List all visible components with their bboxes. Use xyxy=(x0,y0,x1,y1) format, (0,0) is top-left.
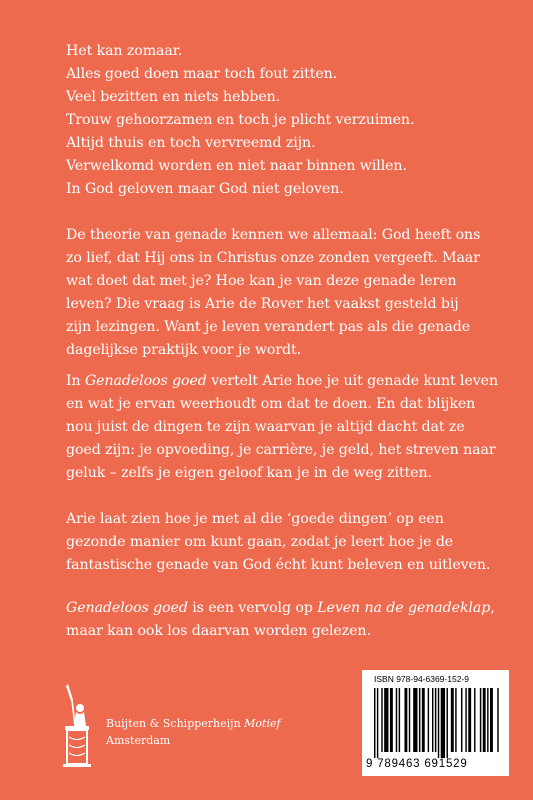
paragraph-line xyxy=(66,370,503,393)
barcode-bar xyxy=(451,688,454,752)
barcode-bar xyxy=(419,688,420,752)
barcode-bar xyxy=(480,688,481,752)
barcode-bar xyxy=(487,688,488,752)
barcode-bar xyxy=(461,688,462,752)
barcode-bar xyxy=(396,688,397,752)
publisher-block xyxy=(56,682,281,772)
paragraph-line: en wat je ervan weerhoudt om dat te doen. En dat blijken xyxy=(66,396,476,412)
paragraph-line: gezonde manier om kunt gaan, zodat je leert hoe je de xyxy=(66,534,454,550)
paragraph-line: maar kan ook los daarvan worden gelezen. xyxy=(66,623,371,639)
poem-line: Veel bezitten en niets hebben. xyxy=(66,89,281,105)
paragraph-line: dagelijkse praktijk voor je wordt. xyxy=(66,342,301,358)
paragraph-line: nou juist de dingen te zijn waarvan je altijd dacht dat ze xyxy=(66,419,465,435)
barcode-bar xyxy=(497,688,498,752)
barcode-bar xyxy=(374,688,375,758)
poem-line: In God geloven maar God niet geloven. xyxy=(66,181,344,197)
poem xyxy=(66,40,503,201)
barcode-bar xyxy=(447,688,448,758)
barcode-bar xyxy=(409,688,410,752)
barcode-bar xyxy=(428,688,429,752)
barcode-bar xyxy=(438,688,439,758)
poem-line: Het kan zomaar. xyxy=(66,43,183,59)
paragraph-line: goed zijn: je opvoeding, je carrière, je geld, het streven naar xyxy=(66,442,496,458)
barcode-bar xyxy=(377,688,378,758)
paragraph-good-things xyxy=(66,508,503,577)
paragraph-book-intro xyxy=(66,370,503,485)
barcode-bars xyxy=(366,686,505,760)
barcode-bar xyxy=(399,688,400,752)
paragraph-line: leven? Die vraag is Arie de Rover het vaakst gesteld bij xyxy=(66,296,459,312)
publisher-imprint: Motief xyxy=(244,717,281,730)
barcode-bar xyxy=(413,688,417,752)
text-run: In xyxy=(66,373,85,389)
barcode-bar xyxy=(432,688,433,752)
poem-line: Trouw gehoorzamen en toch je plicht verzuimen. xyxy=(66,112,415,128)
barcode-bar xyxy=(404,688,407,752)
book-title: Genadeloos goed xyxy=(84,373,207,389)
paragraph-line xyxy=(66,597,503,620)
paragraph-line: Arie laat zien hoe je met al die ‘goede dingen’ op een xyxy=(66,511,444,527)
paragraph-line: geluk – zelfs je eigen geloof kan je in de weg zitten. xyxy=(66,465,432,481)
paragraph-theory xyxy=(66,224,503,362)
paragraph-line: fantastische genade van God écht kunt beleven en uitleven. xyxy=(66,557,491,573)
isbn-label: ISBN 978-94-6369-152-9 xyxy=(374,674,469,684)
barcode-bar xyxy=(483,688,486,752)
paragraph-line: De theorie van genade kennen we allemaal: God heeft ons xyxy=(66,227,481,243)
paragraph-line: wat doet dat met je? Hoe kan je van deze genade leren xyxy=(66,273,457,289)
isbn-barcode xyxy=(362,670,509,776)
poem-line: Altijd thuis en toch vervreemd zijn. xyxy=(66,135,316,151)
poem-line: Alles goed doen maar toch fout zitten. xyxy=(66,66,338,82)
barcode-bar xyxy=(390,688,393,752)
publisher-logo-icon xyxy=(56,682,106,772)
paragraph-line: zijn lezingen. Want je leven verandert pas als die genade xyxy=(66,319,470,335)
barcode-digits: 9 789463 691529 xyxy=(366,758,468,770)
barcode-bar xyxy=(490,688,493,752)
barcode-bar xyxy=(468,688,471,752)
publisher-city: Amsterdam xyxy=(106,734,171,747)
poem-line: Verwelkomd worden en niet naar binnen willen. xyxy=(66,158,407,174)
barcode-bar xyxy=(384,688,388,752)
paragraph-line: zo lief, dat Hij ons in Christus onze zonden vergeeft. Maar xyxy=(66,250,480,266)
barcode-bar xyxy=(422,688,425,752)
publisher-name-text: Buijten & Schipperheijn xyxy=(106,717,245,730)
barcode-bar xyxy=(465,688,466,752)
paragraph-sequel xyxy=(66,597,503,643)
book-title: Genadeloos goed xyxy=(66,600,188,616)
text-run: is een vervolg op xyxy=(187,600,318,616)
text-run: vertelt Arie hoe je uit genade kunt leven xyxy=(206,373,499,389)
barcode-bar xyxy=(381,688,382,752)
publisher-name xyxy=(106,717,281,731)
barcode-bar xyxy=(441,688,445,758)
barcode-bar xyxy=(455,688,456,752)
previous-book-title: Leven na de genadeklap xyxy=(317,600,491,616)
text-run: , xyxy=(490,600,495,616)
barcode-bar xyxy=(474,688,475,752)
barcode-bar xyxy=(435,688,436,752)
